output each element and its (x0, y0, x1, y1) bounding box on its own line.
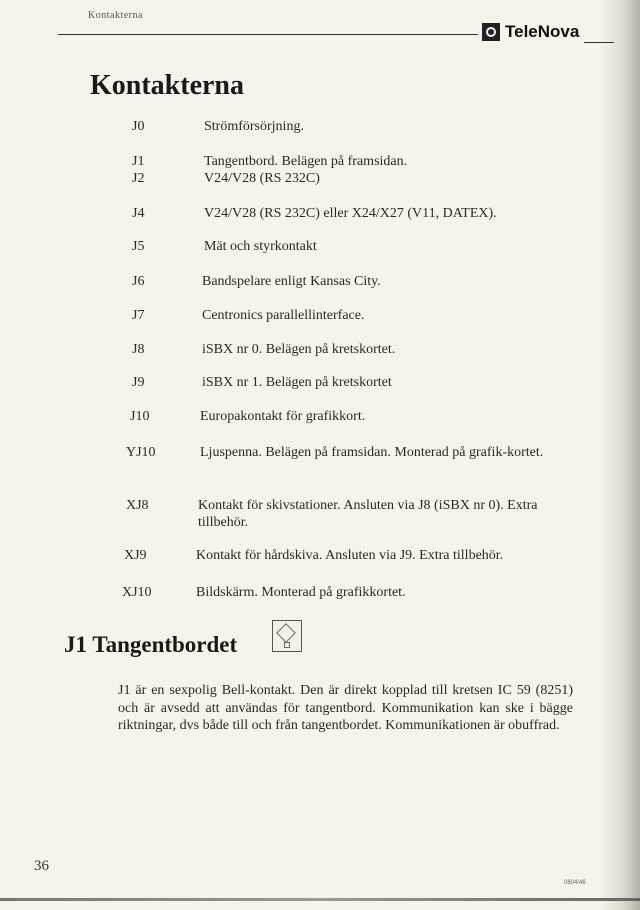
book-spine-shadow (600, 0, 640, 910)
connector-description: Centronics parallellinterface. (202, 308, 365, 323)
connector-description: Kontakt för skivstationer. Ansluten via J8 (iSBX nr 0). Extra tillbehör. (198, 498, 538, 530)
connector-code: J8 (132, 342, 145, 357)
connector-code: J7 (132, 308, 145, 323)
connector-description: iSBX nr 0. Belägen på kretskortet. (202, 342, 396, 357)
connector-code: J9 (132, 375, 145, 390)
connector-code: YJ10 (126, 445, 156, 460)
header-rule (58, 34, 478, 35)
connector-code: J1 (132, 154, 145, 169)
connector-description: iSBX nr 1. Belägen på kretskortet (202, 375, 392, 390)
running-header: Kontakterna (88, 10, 143, 21)
keyboard-connector-icon (272, 620, 302, 652)
connector-code: XJ9 (124, 548, 147, 563)
connector-code: XJ8 (126, 498, 149, 513)
connector-code: J2 (132, 171, 145, 186)
section-body: J1 är en sexpolig Bell-kontakt. Den är direkt kopplad till kretsen IC 59 (8251) och är avsedd att användas för tangentbord. Kommunikation kan ske i bägge riktningar, dvs både till och från tangentbordet. Kommunikationen är obuffrad. (118, 683, 573, 733)
connector-description: Strömförsörjning. (204, 119, 304, 134)
connector-code: J10 (130, 409, 150, 424)
header-rule-right (584, 42, 614, 43)
brand-logo (482, 22, 579, 42)
telenova-logo-icon (482, 23, 500, 41)
connector-code: XJ10 (122, 585, 152, 600)
section-heading: J1 Tangentbordet (64, 632, 238, 657)
bottom-edge (0, 898, 640, 901)
brand-name: TeleNova (505, 22, 580, 41)
connector-description: Mät och styrkontakt (204, 239, 317, 254)
page-number: 36 (34, 858, 49, 874)
connector-description: Bandspelare enligt Kansas City. (202, 274, 381, 289)
connector-description: V24/V28 (RS 232C) (204, 171, 320, 186)
connector-code: J5 (132, 239, 145, 254)
connector-description: Europakontakt för grafikkort. (200, 409, 366, 424)
connector-code: J4 (132, 206, 145, 221)
connector-description: Ljuspenna. Belägen på framsidan. Monterad på grafik-kortet. (200, 445, 544, 460)
connector-code: J0 (132, 119, 145, 134)
page-title: Kontakterna (90, 70, 244, 101)
connector-code: J6 (132, 274, 145, 289)
connector-description: Tangentbord. Belägen på framsidan. (204, 154, 408, 169)
connector-description: Kontakt för hårdskiva. Ansluten via J9. Extra tillbehör. (196, 548, 504, 563)
connector-description: Bildskärm. Monterad på grafikkortet. (196, 585, 406, 600)
connector-description: V24/V28 (RS 232C) eller X24/X27 (V11, DATEX). (204, 206, 497, 221)
footer-code: 0604/46 (564, 880, 586, 886)
